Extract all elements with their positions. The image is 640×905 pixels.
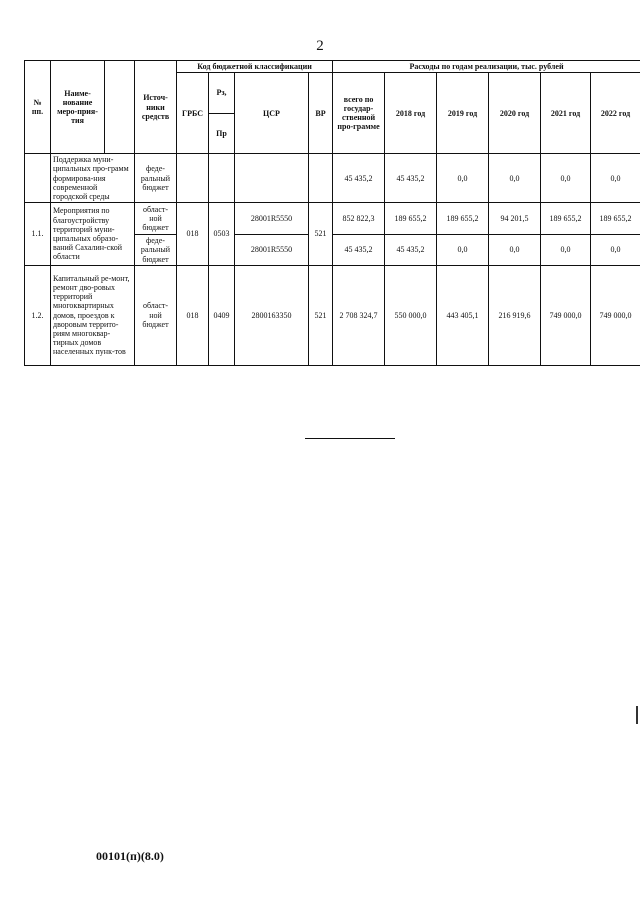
cell-vr: 521: [309, 265, 333, 365]
cell-vr: 521: [309, 203, 333, 266]
cell-2019: 0,0: [437, 235, 489, 266]
cell-source: феде-ральный бюджет: [135, 235, 177, 266]
cell-2018: 550 000,0: [385, 265, 437, 365]
cell-2020: 94 201,5: [489, 203, 541, 235]
col-header-code-group: Код бюджетной классификации: [177, 61, 333, 73]
cell-2019: 443 405,1: [437, 265, 489, 365]
cell-csr: [235, 154, 309, 203]
cell-rzpr: 0503: [209, 203, 235, 266]
col-header-blank: [105, 61, 135, 154]
cell-number: 1.1.: [25, 203, 51, 266]
col-header-2022: 2022 год: [591, 73, 640, 154]
cell-2021: 189 655,2: [541, 203, 591, 235]
cell-total: 45 435,2: [333, 235, 385, 266]
cell-csr: 28001R5550: [235, 203, 309, 235]
cell-grbs: 018: [177, 265, 209, 365]
cell-2022: 0,0: [591, 235, 640, 266]
cell-csr: 2800163350: [235, 265, 309, 365]
cell-2021: 0,0: [541, 235, 591, 266]
cell-2020: 216 919,6: [489, 265, 541, 365]
col-header-source: Источ-ники средств: [135, 61, 177, 154]
cell-csr: 28001R5550: [235, 235, 309, 266]
table-row: [25, 203, 640, 235]
end-divider: [305, 438, 395, 439]
cell-name: Капитальный ре-монт, ремонт дво-ровых территорий многоквартирных домов, проездов к дворовым террито-риям многоквар-тирных домов населенных пунк-тов: [51, 265, 135, 365]
cell-number: 1.2.: [25, 265, 51, 365]
budget-table: [24, 60, 640, 366]
cell-2022: 189 655,2: [591, 203, 640, 235]
cell-2018: 45 435,2: [385, 235, 437, 266]
col-header-total: всего по государ-ственной про-грамме: [333, 73, 385, 154]
cell-total: 2 708 324,7: [333, 265, 385, 365]
cell-2022: 0,0: [591, 154, 640, 203]
table-row: [25, 154, 640, 203]
page-number: 2: [316, 38, 324, 54]
col-header-2021: 2021 год: [541, 73, 591, 154]
col-header-expenses-group: Расходы по годам реализации, тыс. рублей: [333, 61, 640, 73]
cell-total: 852 822,3: [333, 203, 385, 235]
cell-2021: 0,0: [541, 154, 591, 203]
margin-mark: [636, 706, 638, 724]
cell-source: феде-ральный бюджет: [135, 154, 177, 203]
cell-rzpr: 0409: [209, 265, 235, 365]
cell-source: област-ной бюджет: [135, 203, 177, 235]
cell-name: Поддержка муни-ципальных про-грамм формирова-ния современной городской среды: [51, 154, 135, 203]
col-header-csr: ЦСР: [235, 73, 309, 154]
cell-2018: 45 435,2: [385, 154, 437, 203]
cell-grbs: [177, 154, 209, 203]
cell-2019: 189 655,2: [437, 203, 489, 235]
form-code: 00101(п)(8.0): [96, 849, 164, 863]
cell-2020: 0,0: [489, 154, 541, 203]
col-header-2019: 2019 год: [437, 73, 489, 154]
cell-rzpr: [209, 154, 235, 203]
col-header-2020: 2020 год: [489, 73, 541, 154]
cell-vr: [309, 154, 333, 203]
cell-2022: 749 000,0: [591, 265, 640, 365]
cell-2020: 0,0: [489, 235, 541, 266]
col-header-rz: Рз,: [209, 73, 235, 114]
col-header-2018: 2018 год: [385, 73, 437, 154]
col-header-grbs: ГРБС: [177, 73, 209, 154]
cell-grbs: 018: [177, 203, 209, 266]
table-row: [25, 265, 640, 365]
col-header-pr: Пр: [209, 113, 235, 154]
cell-2018: 189 655,2: [385, 203, 437, 235]
cell-number: [25, 154, 51, 203]
col-header-vr: ВР: [309, 73, 333, 154]
col-header-name: Наиме-нование меро-прия-тия: [51, 61, 105, 154]
cell-2019: 0,0: [437, 154, 489, 203]
col-header-number: № пп.: [25, 61, 51, 154]
cell-total: 45 435,2: [333, 154, 385, 203]
cell-name: Мероприятия по благоустройству территорий муни-ципальных образо-ваний Сахалин-ской области: [51, 203, 135, 266]
cell-source: област-ной бюджет: [135, 265, 177, 365]
cell-2021: 749 000,0: [541, 265, 591, 365]
